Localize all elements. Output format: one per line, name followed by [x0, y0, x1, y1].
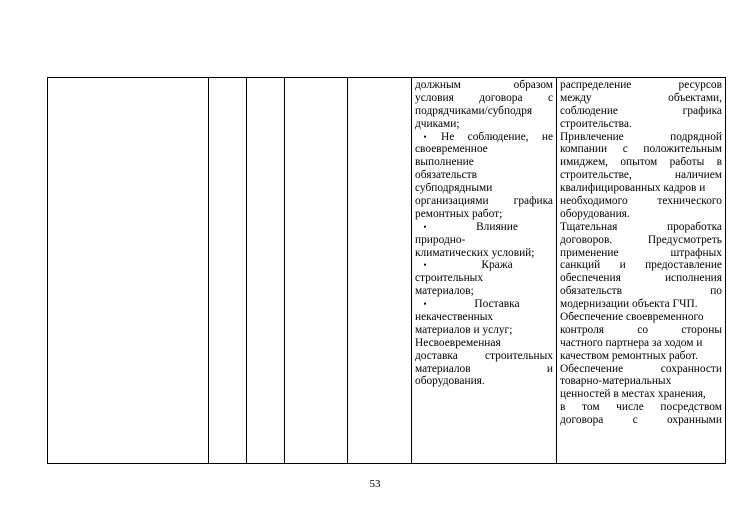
text-line [415, 350, 553, 363]
word: организациями [415, 195, 489, 208]
word: частного партнера за ходом и [560, 336, 703, 349]
risk-table [47, 77, 726, 464]
word: обеспечения [560, 272, 621, 285]
word: санкций [560, 259, 601, 272]
text-line [560, 169, 722, 182]
word: соблюдение, [467, 130, 529, 143]
text-line [560, 350, 722, 363]
word: компании [560, 143, 608, 156]
word: Привлечение [560, 130, 624, 143]
text-line [415, 272, 553, 285]
word: подрядчиками/субподря [415, 104, 533, 117]
word: сохранности [660, 362, 722, 375]
bullet-icon: • [423, 260, 427, 271]
word: исполнения [664, 272, 722, 285]
word: необходимого [560, 195, 628, 208]
word: не [541, 130, 553, 143]
word: оборудования. [560, 207, 630, 220]
word: по [710, 285, 722, 298]
word: договора [560, 414, 604, 427]
word: соблюдение [560, 104, 618, 117]
word: посредством [660, 401, 722, 414]
text-line [415, 169, 553, 182]
word: Тщательная [560, 220, 618, 233]
text-line [560, 337, 722, 350]
word: графика [513, 195, 553, 208]
word: и [546, 362, 553, 375]
word: Кража [481, 259, 513, 272]
text-line [560, 388, 722, 401]
text-line [560, 414, 722, 427]
table-column-1 [48, 78, 209, 463]
word: выполнение [415, 156, 474, 169]
text-line [560, 401, 722, 414]
word: проработка [667, 220, 722, 233]
measures-cell [557, 78, 725, 463]
text-line [415, 221, 553, 234]
text-line [560, 131, 722, 144]
text-line [415, 182, 553, 195]
table-column-5 [348, 78, 412, 463]
text-line [415, 337, 553, 350]
text-line [560, 221, 722, 234]
risks-cell [412, 78, 557, 463]
text-line [560, 311, 722, 324]
word: строительстве, [560, 169, 632, 182]
risks-text [412, 78, 556, 388]
table-column-2 [209, 78, 247, 463]
text-line [560, 182, 722, 195]
text-line [560, 118, 722, 131]
page-number: 53 [369, 478, 381, 490]
word: материалов; [415, 285, 474, 298]
word: со [637, 323, 649, 336]
bullet-icon: • [423, 131, 427, 142]
word: наличием [674, 169, 722, 182]
word: ценностей в местах хранения, [560, 388, 706, 401]
text-line [415, 79, 553, 92]
word: дчиками; [415, 117, 460, 130]
text-line [415, 285, 553, 298]
text-line [415, 131, 553, 144]
text-line [560, 298, 722, 311]
word: своевременное [415, 143, 488, 156]
word: и [619, 259, 626, 272]
word: ресурсов [678, 79, 722, 91]
word: штрафных [670, 246, 722, 259]
word: договоров. [560, 233, 613, 246]
text-line [415, 195, 553, 208]
word: качеством ремонтных работ. [560, 349, 698, 362]
text-line [415, 92, 553, 105]
word: стороны [681, 323, 722, 336]
word: в [560, 401, 566, 414]
table-column-3 [247, 78, 285, 463]
text-line [560, 234, 722, 247]
text-line [415, 156, 553, 169]
text-line [415, 247, 553, 260]
word: с [622, 143, 628, 156]
text-line [560, 259, 722, 272]
text-line [560, 143, 722, 156]
text-line [560, 363, 722, 376]
word: квалифицированных кадров и [560, 182, 706, 195]
text-line [415, 118, 553, 131]
text-line [560, 247, 722, 260]
word: ремонтных работ; [415, 207, 503, 220]
word: климатических условий; [415, 246, 535, 259]
word: графика [682, 104, 722, 117]
word: том [582, 401, 600, 414]
word: образом [513, 79, 553, 91]
word: подрядной [670, 130, 722, 143]
bullet-icon: • [423, 221, 427, 232]
word: положительным [643, 143, 722, 156]
text-line [415, 375, 553, 388]
word: между [560, 91, 592, 104]
word: субподрядными [415, 182, 493, 195]
measures-text [557, 78, 725, 427]
word: оборудования. [415, 375, 485, 388]
word: строительства. [560, 117, 632, 130]
word: Обеспечение [560, 362, 624, 375]
text-line [560, 105, 722, 118]
word: Влияние [476, 220, 518, 233]
word: распределение [560, 79, 632, 91]
text-line [415, 324, 553, 337]
word: материалов [415, 362, 471, 375]
text-line [560, 208, 722, 221]
text-line [560, 79, 722, 92]
word: в [716, 156, 722, 169]
word: имиджем, [560, 156, 609, 169]
word: обязательств [560, 285, 623, 298]
word: материалов и услуг; [415, 323, 513, 336]
text-line [415, 259, 553, 272]
word: работы [669, 156, 705, 169]
word: охранными [666, 414, 722, 427]
text-line [560, 324, 722, 337]
text-line [560, 375, 722, 388]
word: контроля [560, 323, 605, 336]
word: модернизации объекта ГЧП. [560, 298, 698, 311]
text-line [415, 311, 553, 324]
word: обязательств [415, 169, 478, 182]
text-line [415, 105, 553, 118]
text-line [415, 208, 553, 221]
word: строительных [484, 349, 553, 362]
word: договора [479, 91, 523, 104]
word: некачественных [415, 311, 494, 324]
word: числе [616, 401, 644, 414]
word: Поставка [474, 298, 520, 311]
word: с [632, 414, 638, 427]
text-line [415, 234, 553, 247]
table-column-4 [285, 78, 348, 463]
word: Не [441, 130, 455, 143]
text-line [560, 195, 722, 208]
text-line [560, 156, 722, 169]
word: строительных [415, 272, 484, 285]
word: предоставление [645, 259, 722, 272]
word: Предусмотреть [647, 233, 722, 246]
word: должным [415, 79, 461, 91]
text-line [560, 92, 722, 105]
word: доставка [415, 349, 458, 362]
bullet-icon: • [423, 299, 427, 310]
word: с [547, 91, 553, 104]
word: технического [657, 195, 722, 208]
word: Обеспечение своевременного [560, 311, 704, 324]
word: объектами, [668, 91, 722, 104]
word: применение [560, 246, 619, 259]
word: Несвоевременная [415, 336, 501, 349]
text-line [560, 285, 722, 298]
text-line [560, 272, 722, 285]
text-line [415, 143, 553, 156]
word: природно- [415, 233, 466, 246]
word: опытом [620, 156, 658, 169]
word: товарно-материальных [560, 375, 672, 388]
text-line [415, 298, 553, 311]
text-line [415, 363, 553, 376]
word: условия [415, 91, 454, 104]
